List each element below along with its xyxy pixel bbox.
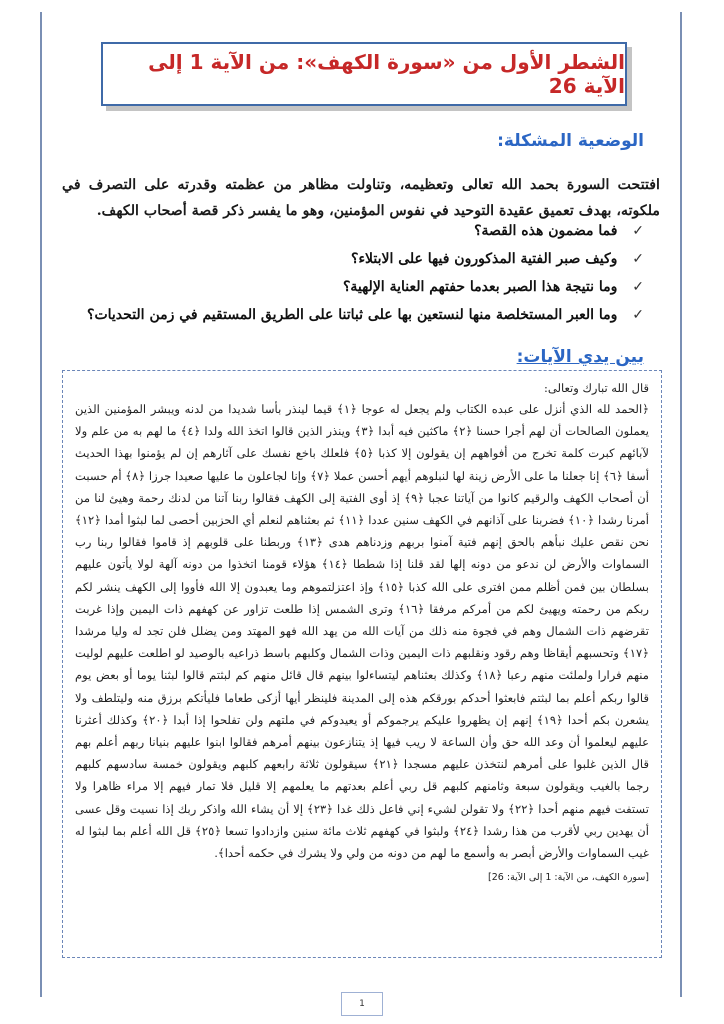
page-number: 1 (341, 992, 383, 1016)
verses-text: ﴿الحمد لله الذي أنزل على عبده الكتاب ولم يجعل له عوجا ﴿١﴾ قيما لينذر بأسا شديدا من لدنه ويبشر المؤمنين الذين يعملون الصالحات أن لهم أجرا حسنا ﴿٢﴾ ماكثين فيه أبدا ﴿٣﴾ وينذر الذين قالوا اتخذ الله ولدا ﴿٤﴾ ما لهم به من علم ولا لآبائهم كبرت كلمة تخرج من أفواههم إن يقولون إلا كذبا ﴿٥﴾ فلعلك باخع نفسك على آثارهم إن لم يؤمنوا بهذا الحديث أسفا ﴿٦﴾ إنا جعلنا ما على الأرض زينة لها لنبلوهم أيهم أحسن عملا ﴿٧﴾ وإنا لجاعلون ما عليها صعيدا جرزا ﴿٨﴾ أم حسبت أن أصحاب الكهف والرقيم كانوا من آياتنا عجبا ﴿٩﴾ إذ أوى الفتية إلى الكهف فقالوا ربنا آتنا من لدنك رحمة وهيئ لنا من أمرنا رشدا ﴿١٠﴾ فضربنا على آذانهم في الكهف سنين عددا ﴿١١﴾ ثم بعثناهم لنعلم أي الحزبين أحصى لما لبثوا أمدا ﴿١٢﴾ نحن نقص عليك نبأهم بالحق إنهم فتية آمنوا بربهم وزدناهم هدى ﴿١٣﴾ وربطنا على قلوبهم إذ قاموا فقالوا ربنا رب السماوات والأرض لن ندعو من دونه إلها لقد قلنا إذا شططا ﴿١٤﴾ هؤلاء قومنا اتخذوا من دونه آلهة لولا يأتون عليهم بسلطان بين فمن أظلم ممن افترى على الله كذبا ﴿١٥﴾ وإذ اعتزلتموهم وما يعبدون إلا الله فأووا إلى الكهف ينشر لكم ربكم من رحمته ويهيئ لكم من أمركم مرفقا ﴿١٦﴾ وترى الشمس إذا طلعت تزاور عن كهفهم ذات اليمين وإذا غربت تقرضهم ذات الشمال وهم في فجوة منه ذلك من آيات الله من يهد الله فهو المهتد ومن يضلل فلن تجد له وليا مرشدا ﴿١٧﴾ وتحسبهم أيقاظا وهم رقود ونقلبهم ذات اليمين وذات الشمال وكلبهم باسط ذراعيه بالوصيد لو اطلعت عليهم لوليت منهم فرارا ولملئت منهم رعبا ﴿١٨﴾ وكذلك بعثناهم ليتساءلوا بينهم قال قائل منهم كم لبثتم قالوا لبثنا يوما أو بعض يوم قالوا ربكم أعلم بما لبثتم فابعثوا أحدكم بورقكم هذه إلى المدينة فلينظر أيها أزكى طعاما فليأتكم برزق منه وليتلطف ولا يشعرن بكم أحدا ﴿١٩﴾ إنهم إن يظهروا عليكم يرجموكم أو يعيدوكم في ملتهم ولن تفلحوا إذا أبدا ﴿٢٠﴾ وكذلك أعثرنا عليهم ليعلموا أن وعد الله حق وأن الساعة لا ريب فيها إذ يتنازعون بينهم أمرهم فقالوا ابنوا عليهم بنيانا ربهم أعلم بهم قال الذين غلبوا على أمرهم لنتخذن عليهم مسجدا ﴿٢١﴾ سيقولون ثلاثة رابعهم كلبهم ويقولون خمسة سادسهم كلبهم رجما بالغيب ويقولون سبعة وثامنهم كلبهم قل ربي أعلم بعدتهم ما يعلمهم إلا قليل فلا تمار فيهم إلا مراء ظاهرا ولا تستفت فيهم منهم أحدا ﴿٢٢﴾ ولا تقولن لشيء إني فاعل ذلك غدا ﴿٢٣﴾ إلا أن يشاء الله واذكر ربك إذا نسيت وقل عسى أن يهدين ربي لأقرب من هذا رشدا ﴿٢٤﴾ ولبثوا في كهفهم ثلاث مائة سنين وازدادوا تسعا ﴿٢٥﴾ قل الله أعلم بما لبثوا له غيب السماوات والأرض أبصر به وأسمع ما لهم من دونه من ولي ولا يشرك في حكمه أحدا﴾. (75, 402, 650, 861)
questions-list (84, 218, 644, 330)
lesson-title: الشطر الأول من «سورة الكهف»: من الآية 1 إلى الآية 26 (148, 50, 625, 98)
question-item (84, 246, 644, 272)
question-text: وكيف صبر الفتية المذكورون فيها على الابتلاء؟ (351, 251, 618, 267)
check-icon: ✓ (632, 279, 644, 295)
question-item (84, 274, 644, 300)
verses-intro: قال الله تبارك وتعالى: (544, 381, 649, 395)
check-icon: ✓ (632, 307, 644, 323)
verses-heading: بين يدي الآيات: (516, 347, 644, 367)
question-text: وما العبر المستخلصة منها لنستعين بها على ثباتنا على الطريق المستقيم في زمن التحديات؟ (87, 307, 618, 323)
verses-box (62, 370, 662, 958)
question-text: فما مضمون هذه القصة؟ (474, 223, 618, 239)
check-icon: ✓ (632, 223, 644, 239)
intro-paragraph: افتتحت السورة بحمد الله تعالى وتعظيمه، وتناولت مظاهر من عظمته وقدرته على التصرف في ملكوته، بهدف تعميق عقيدة التوحيد في نفوس المؤمنين، وهو ما يفسر ذكر قصة أصحاب الكهف. (62, 177, 660, 220)
verses-citation: [سورة الكهف، من الآية: 1 إلى الآية: 26] (488, 872, 649, 884)
problem-heading: الوضعية المشكلة: (497, 131, 644, 151)
title-box (101, 42, 627, 106)
check-icon: ✓ (632, 251, 644, 267)
question-item (84, 218, 644, 244)
question-item (84, 302, 644, 328)
question-text: وما نتيجة هذا الصبر بعدما حفتهم العناية الإلهية؟ (342, 279, 618, 295)
